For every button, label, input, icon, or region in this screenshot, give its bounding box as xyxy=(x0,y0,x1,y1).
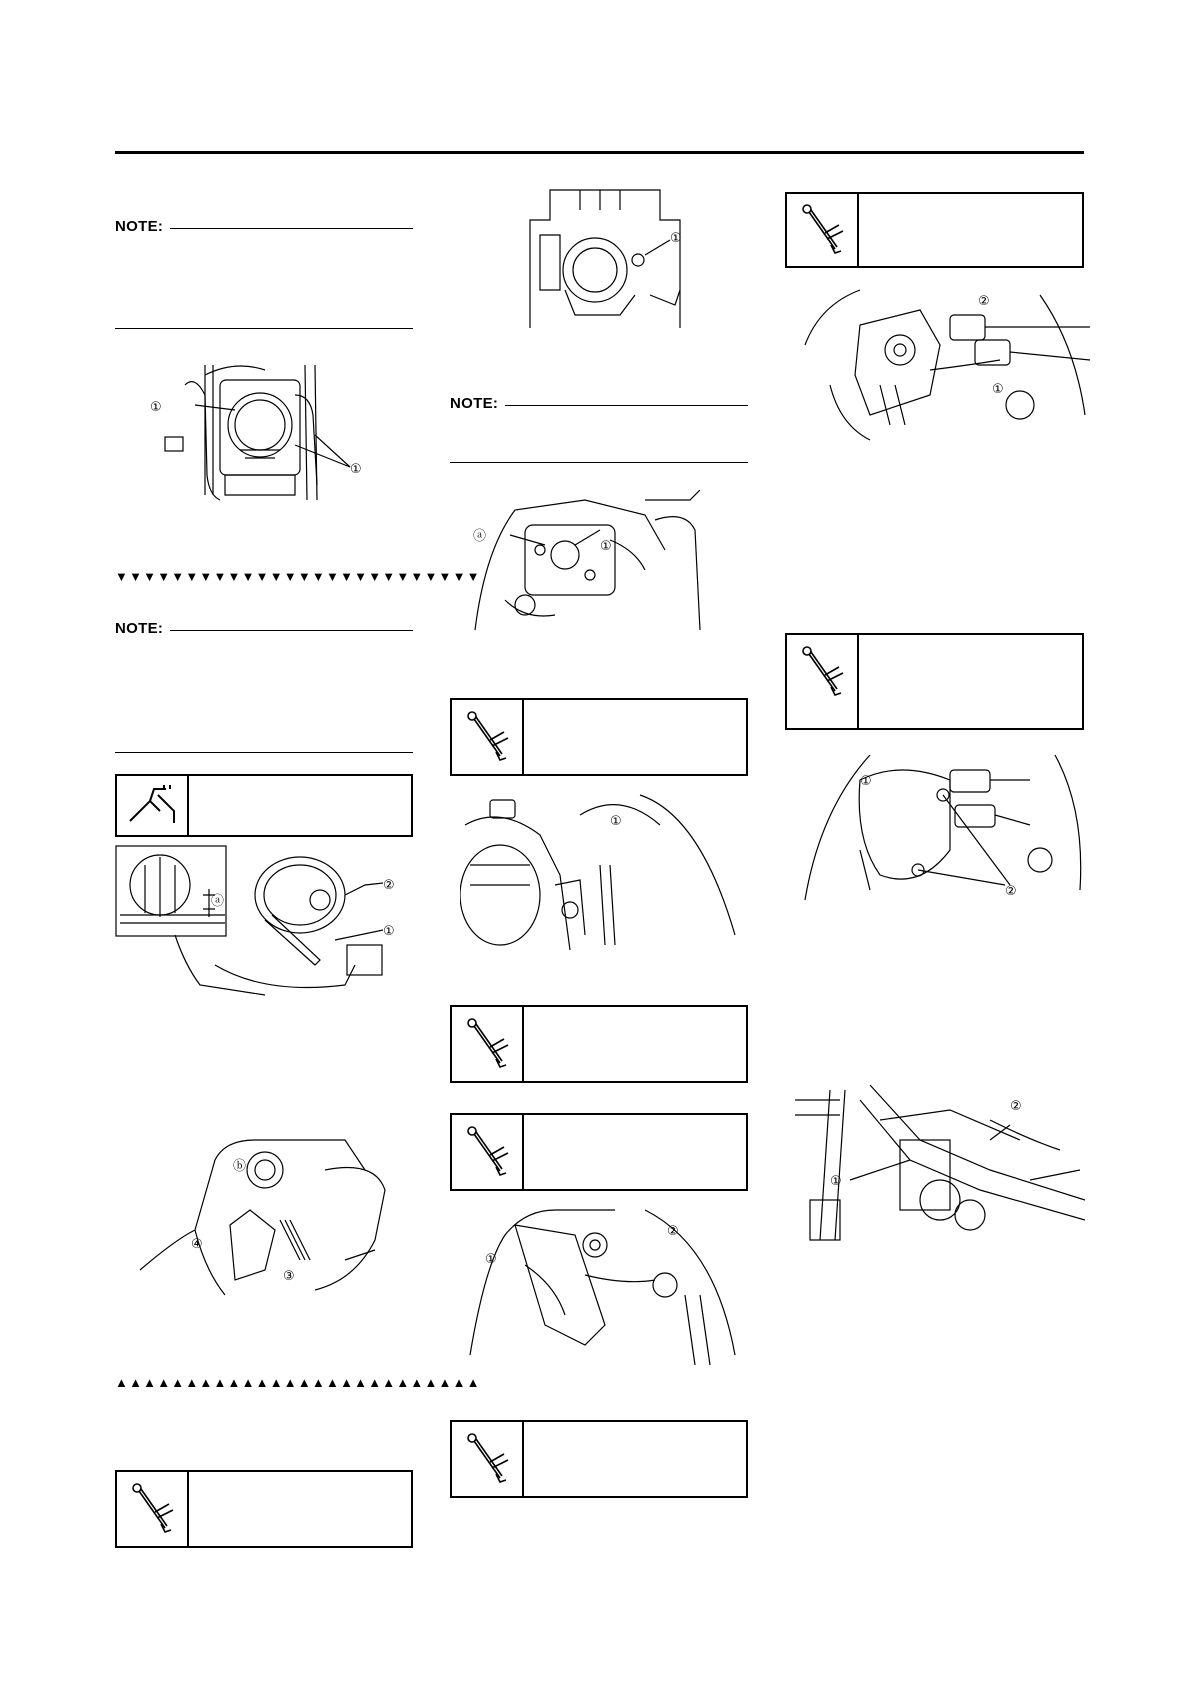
torque-wrench-icon xyxy=(797,201,847,261)
callout-1: ① xyxy=(992,382,1004,397)
figure-throttle-cable-hose xyxy=(460,785,745,950)
callout-2: ② xyxy=(978,294,990,309)
callout-1: ① xyxy=(350,462,362,477)
warning-end-marks: ▲▲▲▲▲▲▲▲▲▲▲▲▲▲▲▲▲▲▲▲▲▲▲▲▲▲ xyxy=(115,1375,481,1390)
torque-spec-box xyxy=(785,192,1084,268)
callout-2: ② xyxy=(667,1224,679,1239)
torque-spec-box xyxy=(450,1113,748,1191)
torque-wrench-icon xyxy=(462,1123,512,1183)
figure-throttle-body-hoses xyxy=(145,355,385,505)
torque-wrench-icon xyxy=(462,1015,512,1075)
callout-1: ① xyxy=(383,924,395,939)
figure-pulley-cover xyxy=(800,750,1085,905)
note-label: NOTE: xyxy=(115,620,164,637)
note-rule xyxy=(505,405,748,406)
callout-2: ② xyxy=(1005,884,1017,899)
note-rule xyxy=(170,630,413,631)
callout-a: ⓐ xyxy=(473,529,487,544)
callout-2: ② xyxy=(383,878,395,893)
note-rule xyxy=(170,228,413,229)
torque-spec-box xyxy=(450,1420,748,1498)
figure-idle-screw xyxy=(465,490,720,635)
callout-1: ① xyxy=(485,1252,497,1267)
figure-cable-bracket xyxy=(465,1205,745,1365)
torque-spec-box xyxy=(450,1005,748,1083)
callout-1: ① xyxy=(670,231,682,246)
figure-throttle-gap-measure xyxy=(115,845,415,1005)
torque-wrench-icon xyxy=(127,1480,177,1540)
callout-b: ⓑ xyxy=(233,1159,247,1174)
callout-a: ⓐ xyxy=(211,894,225,909)
callout-4: ④ xyxy=(191,1237,203,1252)
torque-wrench-icon xyxy=(797,643,847,703)
figure-throttle-cables xyxy=(800,285,1090,445)
torque-spec-box xyxy=(450,698,748,776)
caliper-measurement-icon xyxy=(122,781,182,831)
callout-3: ③ xyxy=(283,1269,295,1284)
callout-2: ② xyxy=(1010,1099,1022,1114)
note-end-rule xyxy=(450,462,748,463)
note-end-rule xyxy=(115,752,413,753)
torque-wrench-icon xyxy=(462,708,512,768)
note-label: NOTE: xyxy=(115,218,164,235)
callout-1: ① xyxy=(860,774,872,789)
callout-1: ① xyxy=(150,400,162,415)
torque-spec-box xyxy=(785,633,1084,730)
torque-spec-box xyxy=(115,1470,413,1548)
callout-1: ① xyxy=(830,1174,842,1189)
torque-wrench-icon xyxy=(462,1430,512,1490)
warning-start-marks: ▼▼▼▼▼▼▼▼▼▼▼▼▼▼▼▼▼▼▼▼▼▼▼▼▼▼ xyxy=(115,569,481,584)
figure-throttle-sensor xyxy=(135,1130,415,1300)
figure-frame-cable-routing xyxy=(790,1080,1085,1245)
callout-1: ① xyxy=(600,539,612,554)
note-label: NOTE: xyxy=(450,395,499,412)
note-end-rule xyxy=(115,328,413,329)
header-rule xyxy=(115,151,1084,154)
measurement-spec-box xyxy=(115,774,413,837)
callout-1: ① xyxy=(610,814,622,829)
figure-intake-joint xyxy=(520,180,705,328)
